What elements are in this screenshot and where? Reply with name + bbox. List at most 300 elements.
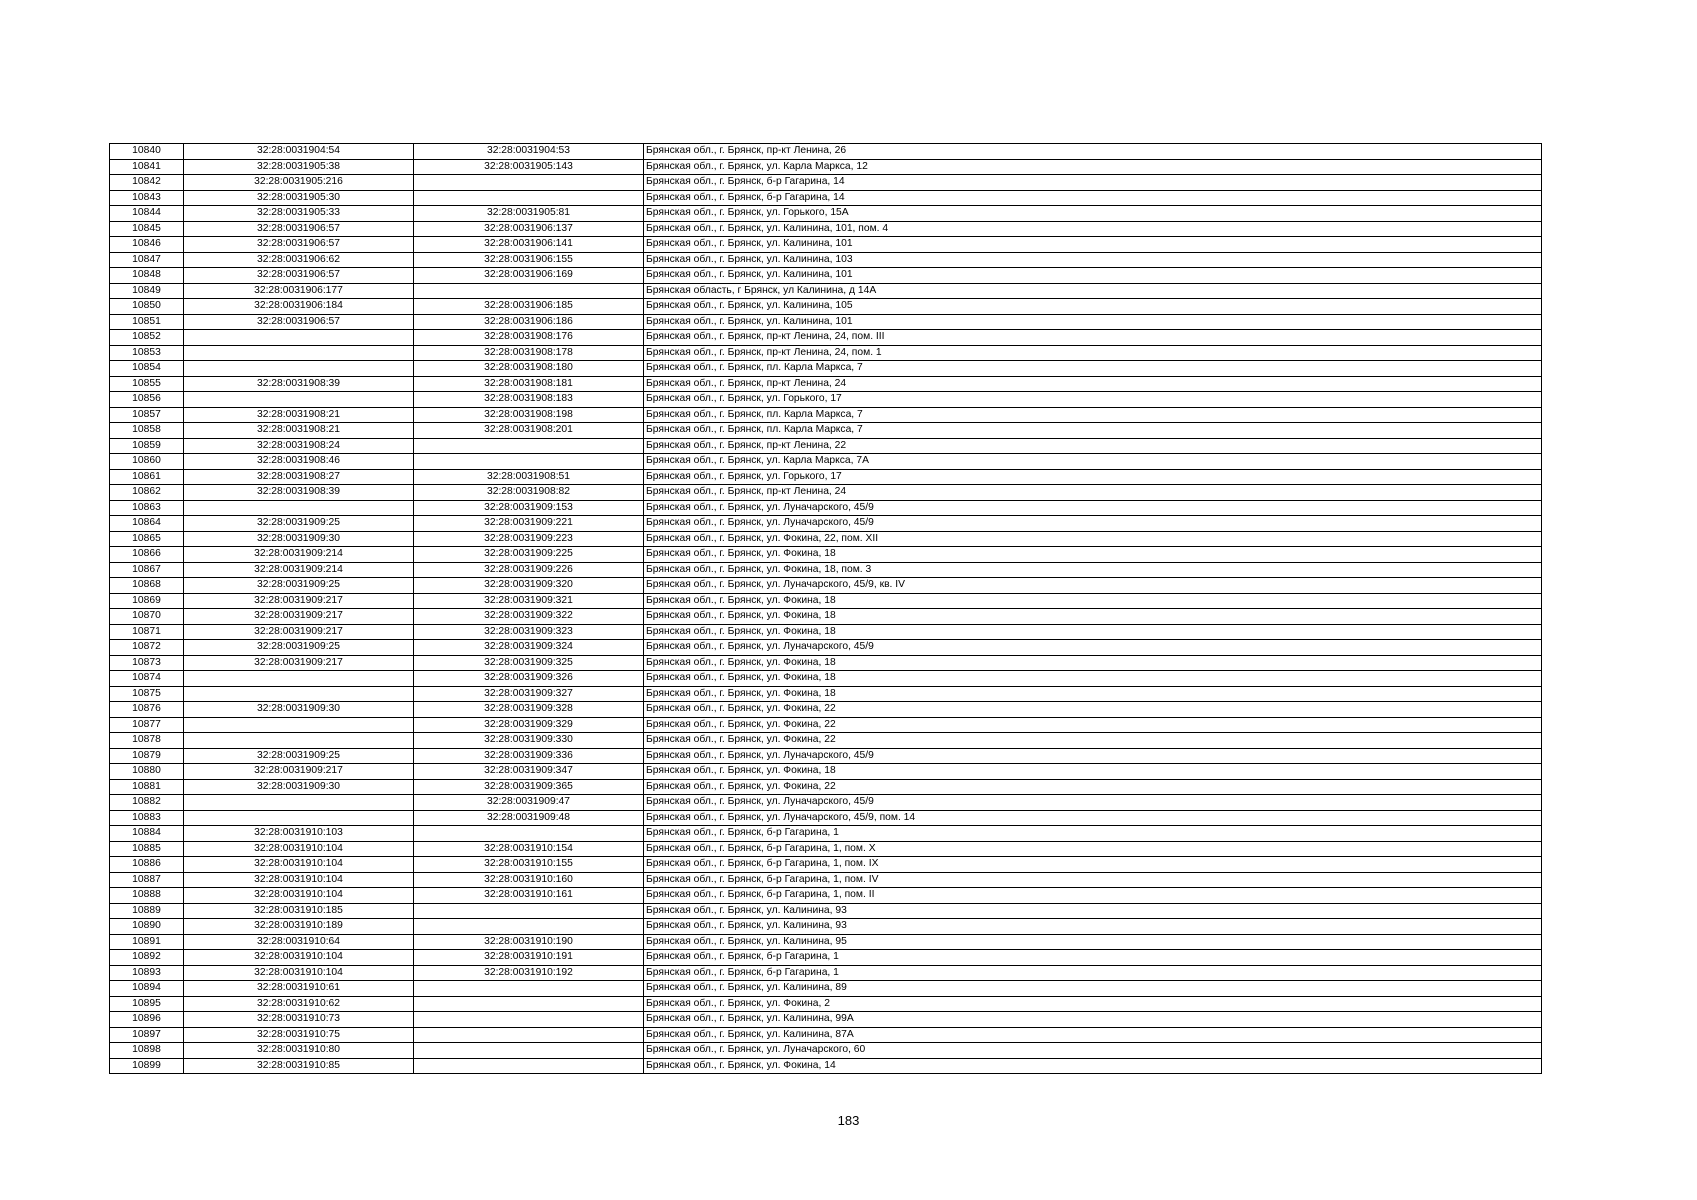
cadastral-number-cell: 32:28:0031905:216 xyxy=(184,175,414,191)
cadastral-number-cell: 32:28:0031906:62 xyxy=(184,252,414,268)
row-number-cell: 10840 xyxy=(110,144,184,160)
row-number-cell: 10842 xyxy=(110,175,184,191)
cadastral-number-cell: 32:28:0031904:54 xyxy=(184,144,414,160)
address-cell: Брянская обл., г. Брянск, ул. Луначарского, 45/9, кв. IV xyxy=(644,578,1542,594)
row-number-cell: 10885 xyxy=(110,841,184,857)
cadastral-number-cell: 32:28:0031909:217 xyxy=(184,593,414,609)
related-cadastral-number-cell: 32:28:0031906:137 xyxy=(414,221,644,237)
cadastral-number-cell: 32:28:0031905:33 xyxy=(184,206,414,222)
cadastral-number-cell: 32:28:0031910:62 xyxy=(184,996,414,1012)
cadastral-number-cell: 32:28:0031910:103 xyxy=(184,826,414,842)
address-cell: Брянская обл., г. Брянск, ул. Луначарского, 45/9 xyxy=(644,748,1542,764)
row-number-cell: 10889 xyxy=(110,903,184,919)
address-cell: Брянская обл., г. Брянск, ул. Фокина, 18 xyxy=(644,593,1542,609)
address-cell: Брянская обл., г. Брянск, пр-кт Ленина, 26 xyxy=(644,144,1542,160)
cadastral-number-cell: 32:28:0031908:24 xyxy=(184,438,414,454)
table-row xyxy=(110,702,1542,718)
row-number-cell: 10869 xyxy=(110,593,184,609)
address-cell: Брянская обл., г. Брянск, пл. Карла Маркса, 7 xyxy=(644,407,1542,423)
row-number-cell: 10846 xyxy=(110,237,184,253)
row-number-cell: 10882 xyxy=(110,795,184,811)
cadastral-number-cell: 32:28:0031906:57 xyxy=(184,268,414,284)
address-cell: Брянская обл., г. Брянск, ул. Фокина, 22 xyxy=(644,717,1542,733)
cadastral-number-cell: 32:28:0031910:64 xyxy=(184,934,414,950)
cadastral-number-cell: 32:28:0031909:25 xyxy=(184,640,414,656)
table-row xyxy=(110,314,1542,330)
related-cadastral-number-cell: 32:28:0031904:53 xyxy=(414,144,644,160)
related-cadastral-number-cell xyxy=(414,1027,644,1043)
table-row xyxy=(110,826,1542,842)
table-row xyxy=(110,779,1542,795)
table-row xyxy=(110,888,1542,904)
address-cell: Брянская обл., г. Брянск, ул. Луначарского, 45/9 xyxy=(644,516,1542,532)
related-cadastral-number-cell: 32:28:0031908:201 xyxy=(414,423,644,439)
address-cell: Брянская обл., г. Брянск, пр-кт Ленина, 24, пом. III xyxy=(644,330,1542,346)
related-cadastral-number-cell: 32:28:0031906:155 xyxy=(414,252,644,268)
row-number-cell: 10863 xyxy=(110,500,184,516)
related-cadastral-number-cell: 32:28:0031910:190 xyxy=(414,934,644,950)
related-cadastral-number-cell: 32:28:0031906:186 xyxy=(414,314,644,330)
row-number-cell: 10879 xyxy=(110,748,184,764)
row-number-cell: 10862 xyxy=(110,485,184,501)
cadastral-number-cell: 32:28:0031910:189 xyxy=(184,919,414,935)
row-number-cell: 10898 xyxy=(110,1043,184,1059)
related-cadastral-number-cell: 32:28:0031909:325 xyxy=(414,655,644,671)
address-cell: Брянская обл., г. Брянск, ул. Калинина, 99А xyxy=(644,1012,1542,1028)
cadastral-number-cell: 32:28:0031909:217 xyxy=(184,609,414,625)
row-number-cell: 10874 xyxy=(110,671,184,687)
row-number-cell: 10868 xyxy=(110,578,184,594)
related-cadastral-number-cell xyxy=(414,454,644,470)
table-row xyxy=(110,733,1542,749)
row-number-cell: 10867 xyxy=(110,562,184,578)
row-number-cell: 10881 xyxy=(110,779,184,795)
address-cell: Брянская обл., г. Брянск, ул. Фокина, 22 xyxy=(644,702,1542,718)
cadastral-number-cell: 32:28:0031908:46 xyxy=(184,454,414,470)
address-cell: Брянская обл., г. Брянск, ул. Карла Маркса, 12 xyxy=(644,159,1542,175)
cadastral-number-cell: 32:28:0031905:30 xyxy=(184,190,414,206)
row-number-cell: 10854 xyxy=(110,361,184,377)
related-cadastral-number-cell: 32:28:0031909:330 xyxy=(414,733,644,749)
registry-table xyxy=(109,143,1542,1074)
address-cell: Брянская обл., г. Брянск, ул. Фокина, 18, пом. 3 xyxy=(644,562,1542,578)
row-number-cell: 10893 xyxy=(110,965,184,981)
table-row xyxy=(110,795,1542,811)
table-row xyxy=(110,717,1542,733)
address-cell: Брянская обл., г. Брянск, ул. Фокина, 14 xyxy=(644,1058,1542,1074)
cadastral-number-cell: 32:28:0031909:25 xyxy=(184,516,414,532)
registry-table-body xyxy=(110,144,1542,1074)
address-cell: Брянская обл., г. Брянск, ул. Фокина, 18 xyxy=(644,609,1542,625)
row-number-cell: 10844 xyxy=(110,206,184,222)
table-row xyxy=(110,624,1542,640)
row-number-cell: 10880 xyxy=(110,764,184,780)
cadastral-number-cell xyxy=(184,361,414,377)
table-row xyxy=(110,593,1542,609)
table-row xyxy=(110,392,1542,408)
table-row xyxy=(110,981,1542,997)
address-cell: Брянская обл., г. Брянск, б-р Гагарина, 1, пом. II xyxy=(644,888,1542,904)
related-cadastral-number-cell: 32:28:0031905:143 xyxy=(414,159,644,175)
address-cell: Брянская обл., г. Брянск, ул. Фокина, 18 xyxy=(644,686,1542,702)
row-number-cell: 10888 xyxy=(110,888,184,904)
row-number-cell: 10886 xyxy=(110,857,184,873)
address-cell: Брянская обл., г. Брянск, ул. Фокина, 18 xyxy=(644,671,1542,687)
row-number-cell: 10850 xyxy=(110,299,184,315)
cadastral-number-cell: 32:28:0031909:214 xyxy=(184,547,414,563)
address-cell: Брянская обл., г. Брянск, пр-кт Ленина, 24, пом. 1 xyxy=(644,345,1542,361)
row-number-cell: 10887 xyxy=(110,872,184,888)
cadastral-number-cell xyxy=(184,733,414,749)
row-number-cell: 10873 xyxy=(110,655,184,671)
table-row xyxy=(110,640,1542,656)
table-row xyxy=(110,903,1542,919)
address-cell: Брянская обл., г. Брянск, ул. Фокина, 18 xyxy=(644,655,1542,671)
table-row xyxy=(110,438,1542,454)
table-row xyxy=(110,562,1542,578)
cadastral-number-cell: 32:28:0031910:104 xyxy=(184,950,414,966)
cadastral-number-cell xyxy=(184,671,414,687)
table-row xyxy=(110,345,1542,361)
related-cadastral-number-cell: 32:28:0031909:226 xyxy=(414,562,644,578)
cadastral-number-cell: 32:28:0031910:185 xyxy=(184,903,414,919)
related-cadastral-number-cell: 32:28:0031910:192 xyxy=(414,965,644,981)
related-cadastral-number-cell: 32:28:0031909:323 xyxy=(414,624,644,640)
address-cell: Брянская обл., г. Брянск, ул. Калинина, 101 xyxy=(644,314,1542,330)
cadastral-number-cell: 32:28:0031909:30 xyxy=(184,779,414,795)
table-row xyxy=(110,764,1542,780)
related-cadastral-number-cell: 32:28:0031908:183 xyxy=(414,392,644,408)
related-cadastral-number-cell xyxy=(414,1043,644,1059)
table-row xyxy=(110,671,1542,687)
related-cadastral-number-cell: 32:28:0031909:327 xyxy=(414,686,644,702)
table-row xyxy=(110,190,1542,206)
table-row xyxy=(110,299,1542,315)
address-cell: Брянская обл., г. Брянск, пл. Карла Маркса, 7 xyxy=(644,361,1542,377)
cadastral-number-cell xyxy=(184,795,414,811)
table-row xyxy=(110,547,1542,563)
cadastral-number-cell: 32:28:0031910:104 xyxy=(184,872,414,888)
address-cell: Брянская обл., г. Брянск, ул. Фокина, 22 xyxy=(644,733,1542,749)
address-cell: Брянская обл., г. Брянск, б-р Гагарина, 1, пом. IX xyxy=(644,857,1542,873)
related-cadastral-number-cell: 32:28:0031909:153 xyxy=(414,500,644,516)
related-cadastral-number-cell xyxy=(414,1012,644,1028)
table-row xyxy=(110,1012,1542,1028)
address-cell: Брянская обл., г. Брянск, ул. Калинина, 101 xyxy=(644,268,1542,284)
address-cell: Брянская обл., г. Брянск, ул. Фокина, 2 xyxy=(644,996,1542,1012)
row-number-cell: 10896 xyxy=(110,1012,184,1028)
cadastral-number-cell: 32:28:0031908:39 xyxy=(184,485,414,501)
related-cadastral-number-cell: 32:28:0031910:161 xyxy=(414,888,644,904)
address-cell: Брянская обл., г. Брянск, б-р Гагарина, 1 xyxy=(644,965,1542,981)
row-number-cell: 10892 xyxy=(110,950,184,966)
address-cell: Брянская обл., г. Брянск, пл. Карла Маркса, 7 xyxy=(644,423,1542,439)
cadastral-number-cell: 32:28:0031906:177 xyxy=(184,283,414,299)
cadastral-number-cell: 32:28:0031909:25 xyxy=(184,748,414,764)
table-row xyxy=(110,516,1542,532)
address-cell: Брянская обл., г. Брянск, ул. Калинина, 101, пом. 4 xyxy=(644,221,1542,237)
related-cadastral-number-cell: 32:28:0031909:324 xyxy=(414,640,644,656)
row-number-cell: 10841 xyxy=(110,159,184,175)
related-cadastral-number-cell: 32:28:0031905:81 xyxy=(414,206,644,222)
row-number-cell: 10855 xyxy=(110,376,184,392)
related-cadastral-number-cell: 32:28:0031908:176 xyxy=(414,330,644,346)
table-row xyxy=(110,423,1542,439)
related-cadastral-number-cell xyxy=(414,996,644,1012)
row-number-cell: 10876 xyxy=(110,702,184,718)
related-cadastral-number-cell: 32:28:0031906:141 xyxy=(414,237,644,253)
address-cell: Брянская обл., г. Брянск, ул. Горького, 15А xyxy=(644,206,1542,222)
related-cadastral-number-cell: 32:28:0031909:225 xyxy=(414,547,644,563)
row-number-cell: 10895 xyxy=(110,996,184,1012)
address-cell: Брянская обл., г. Брянск, ул. Горького, 17 xyxy=(644,392,1542,408)
related-cadastral-number-cell: 32:28:0031908:181 xyxy=(414,376,644,392)
row-number-cell: 10899 xyxy=(110,1058,184,1074)
row-number-cell: 10858 xyxy=(110,423,184,439)
address-cell: Брянская обл., г. Брянск, ул. Луначарского, 45/9 xyxy=(644,640,1542,656)
cadastral-number-cell: 32:28:0031905:38 xyxy=(184,159,414,175)
cadastral-number-cell xyxy=(184,330,414,346)
related-cadastral-number-cell: 32:28:0031909:321 xyxy=(414,593,644,609)
cadastral-number-cell: 32:28:0031908:21 xyxy=(184,423,414,439)
address-cell: Брянская обл., г. Брянск, ул. Луначарского, 45/9 xyxy=(644,500,1542,516)
row-number-cell: 10856 xyxy=(110,392,184,408)
table-row xyxy=(110,175,1542,191)
address-cell: Брянская обл., г. Брянск, пр-кт Ленина, 24 xyxy=(644,485,1542,501)
related-cadastral-number-cell xyxy=(414,1058,644,1074)
table-row xyxy=(110,919,1542,935)
related-cadastral-number-cell: 32:28:0031909:48 xyxy=(414,810,644,826)
row-number-cell: 10845 xyxy=(110,221,184,237)
row-number-cell: 10848 xyxy=(110,268,184,284)
address-cell: Брянская обл., г. Брянск, пр-кт Ленина, 24 xyxy=(644,376,1542,392)
related-cadastral-number-cell: 32:28:0031909:347 xyxy=(414,764,644,780)
related-cadastral-number-cell: 32:28:0031909:336 xyxy=(414,748,644,764)
table-row xyxy=(110,1027,1542,1043)
cadastral-number-cell: 32:28:0031910:85 xyxy=(184,1058,414,1074)
table-row xyxy=(110,283,1542,299)
address-cell: Брянская обл., г. Брянск, б-р Гагарина, 1, пом. X xyxy=(644,841,1542,857)
address-cell: Брянская обл., г. Брянск, ул. Калинина, 105 xyxy=(644,299,1542,315)
row-number-cell: 10853 xyxy=(110,345,184,361)
row-number-cell: 10877 xyxy=(110,717,184,733)
table-row xyxy=(110,206,1542,222)
related-cadastral-number-cell xyxy=(414,283,644,299)
related-cadastral-number-cell: 32:28:0031909:47 xyxy=(414,795,644,811)
row-number-cell: 10864 xyxy=(110,516,184,532)
related-cadastral-number-cell: 32:28:0031909:322 xyxy=(414,609,644,625)
table-row xyxy=(110,500,1542,516)
cadastral-number-cell: 32:28:0031908:27 xyxy=(184,469,414,485)
table-row xyxy=(110,686,1542,702)
related-cadastral-number-cell: 32:28:0031908:178 xyxy=(414,345,644,361)
related-cadastral-number-cell: 32:28:0031908:198 xyxy=(414,407,644,423)
address-cell: Брянская обл., г. Брянск, ул. Луначарского, 45/9, пом. 14 xyxy=(644,810,1542,826)
row-number-cell: 10871 xyxy=(110,624,184,640)
cadastral-number-cell: 32:28:0031910:61 xyxy=(184,981,414,997)
address-cell: Брянская обл., г. Брянск, б-р Гагарина, 1 xyxy=(644,950,1542,966)
cadastral-number-cell: 32:28:0031906:184 xyxy=(184,299,414,315)
address-cell: Брянская обл., г. Брянск, ул. Луначарского, 45/9 xyxy=(644,795,1542,811)
address-cell: Брянская обл., г. Брянск, ул. Луначарского, 60 xyxy=(644,1043,1542,1059)
row-number-cell: 10891 xyxy=(110,934,184,950)
row-number-cell: 10866 xyxy=(110,547,184,563)
related-cadastral-number-cell: 32:28:0031909:326 xyxy=(414,671,644,687)
address-cell: Брянская обл., г. Брянск, б-р Гагарина, 14 xyxy=(644,190,1542,206)
related-cadastral-number-cell: 32:28:0031909:221 xyxy=(414,516,644,532)
table-row xyxy=(110,144,1542,160)
table-row xyxy=(110,159,1542,175)
row-number-cell: 10852 xyxy=(110,330,184,346)
table-row xyxy=(110,996,1542,1012)
related-cadastral-number-cell xyxy=(414,919,644,935)
row-number-cell: 10870 xyxy=(110,609,184,625)
cadastral-number-cell: 32:28:0031909:214 xyxy=(184,562,414,578)
table-row xyxy=(110,609,1542,625)
row-number-cell: 10894 xyxy=(110,981,184,997)
address-cell: Брянская обл., г. Брянск, ул. Фокина, 22, пом. XII xyxy=(644,531,1542,547)
cadastral-number-cell: 32:28:0031910:80 xyxy=(184,1043,414,1059)
cadastral-number-cell: 32:28:0031909:217 xyxy=(184,764,414,780)
row-number-cell: 10847 xyxy=(110,252,184,268)
related-cadastral-number-cell: 32:28:0031910:154 xyxy=(414,841,644,857)
row-number-cell: 10849 xyxy=(110,283,184,299)
table-row xyxy=(110,454,1542,470)
table-row xyxy=(110,361,1542,377)
row-number-cell: 10884 xyxy=(110,826,184,842)
cadastral-number-cell: 32:28:0031910:75 xyxy=(184,1027,414,1043)
related-cadastral-number-cell: 32:28:0031909:320 xyxy=(414,578,644,594)
address-cell: Брянская обл., г. Брянск, ул. Фокина, 18 xyxy=(644,547,1542,563)
address-cell: Брянская обл., г. Брянск, ул. Карла Маркса, 7А xyxy=(644,454,1542,470)
cadastral-number-cell xyxy=(184,500,414,516)
cadastral-number-cell: 32:28:0031906:57 xyxy=(184,314,414,330)
row-number-cell: 10859 xyxy=(110,438,184,454)
cadastral-number-cell xyxy=(184,717,414,733)
table-row xyxy=(110,872,1542,888)
cadastral-number-cell: 32:28:0031910:104 xyxy=(184,888,414,904)
row-number-cell: 10861 xyxy=(110,469,184,485)
table-row xyxy=(110,841,1542,857)
address-cell: Брянская обл., г. Брянск, ул. Калинина, 87А xyxy=(644,1027,1542,1043)
row-number-cell: 10860 xyxy=(110,454,184,470)
cadastral-number-cell: 32:28:0031910:104 xyxy=(184,841,414,857)
row-number-cell: 10875 xyxy=(110,686,184,702)
cadastral-number-cell: 32:28:0031908:39 xyxy=(184,376,414,392)
table-row xyxy=(110,221,1542,237)
cadastral-number-cell: 32:28:0031910:104 xyxy=(184,857,414,873)
related-cadastral-number-cell xyxy=(414,903,644,919)
cadastral-number-cell: 32:28:0031909:217 xyxy=(184,624,414,640)
cadastral-number-cell xyxy=(184,810,414,826)
table-row xyxy=(110,485,1542,501)
table-row xyxy=(110,237,1542,253)
related-cadastral-number-cell: 32:28:0031909:223 xyxy=(414,531,644,547)
address-cell: Брянская обл., г. Брянск, пр-кт Ленина, 22 xyxy=(644,438,1542,454)
table-row xyxy=(110,965,1542,981)
row-number-cell: 10857 xyxy=(110,407,184,423)
related-cadastral-number-cell xyxy=(414,175,644,191)
row-number-cell: 10878 xyxy=(110,733,184,749)
table-row xyxy=(110,578,1542,594)
page-number: 183 xyxy=(837,1113,860,1128)
cadastral-number-cell: 32:28:0031908:21 xyxy=(184,407,414,423)
related-cadastral-number-cell: 32:28:0031910:160 xyxy=(414,872,644,888)
related-cadastral-number-cell: 32:28:0031910:191 xyxy=(414,950,644,966)
table-row xyxy=(110,857,1542,873)
table-row xyxy=(110,268,1542,284)
table-row xyxy=(110,748,1542,764)
related-cadastral-number-cell: 32:28:0031906:169 xyxy=(414,268,644,284)
related-cadastral-number-cell xyxy=(414,438,644,454)
cadastral-number-cell: 32:28:0031909:217 xyxy=(184,655,414,671)
table-row xyxy=(110,531,1542,547)
address-cell: Брянская обл., г. Брянск, ул. Фокина, 22 xyxy=(644,779,1542,795)
table-row xyxy=(110,376,1542,392)
cadastral-number-cell: 32:28:0031909:30 xyxy=(184,531,414,547)
related-cadastral-number-cell: 32:28:0031908:180 xyxy=(414,361,644,377)
table-row xyxy=(110,934,1542,950)
address-cell: Брянская обл., г. Брянск, б-р Гагарина, 1 xyxy=(644,826,1542,842)
table-row xyxy=(110,655,1542,671)
row-number-cell: 10883 xyxy=(110,810,184,826)
row-number-cell: 10890 xyxy=(110,919,184,935)
address-cell: Брянская обл., г. Брянск, ул. Калинина, 93 xyxy=(644,919,1542,935)
table-row xyxy=(110,950,1542,966)
address-cell: Брянская обл., г. Брянск, ул. Калинина, 95 xyxy=(644,934,1542,950)
address-cell: Брянская обл., г. Брянск, б-р Гагарина, 1, пом. IV xyxy=(644,872,1542,888)
related-cadastral-number-cell: 32:28:0031909:365 xyxy=(414,779,644,795)
table-row xyxy=(110,252,1542,268)
table-row xyxy=(110,330,1542,346)
cadastral-number-cell: 32:28:0031906:57 xyxy=(184,237,414,253)
table-row xyxy=(110,407,1542,423)
address-cell: Брянская обл., г. Брянск, б-р Гагарина, 14 xyxy=(644,175,1542,191)
row-number-cell: 10843 xyxy=(110,190,184,206)
related-cadastral-number-cell xyxy=(414,826,644,842)
cadastral-number-cell xyxy=(184,392,414,408)
table-row xyxy=(110,1043,1542,1059)
row-number-cell: 10865 xyxy=(110,531,184,547)
related-cadastral-number-cell: 32:28:0031910:155 xyxy=(414,857,644,873)
address-cell: Брянская обл., г. Брянск, ул. Фокина, 18 xyxy=(644,764,1542,780)
address-cell: Брянская область, г Брянск, ул Калинина, д 14А xyxy=(644,283,1542,299)
row-number-cell: 10851 xyxy=(110,314,184,330)
related-cadastral-number-cell xyxy=(414,190,644,206)
address-cell: Брянская обл., г. Брянск, ул. Калинина, 89 xyxy=(644,981,1542,997)
cadastral-number-cell: 32:28:0031910:104 xyxy=(184,965,414,981)
row-number-cell: 10897 xyxy=(110,1027,184,1043)
row-number-cell: 10872 xyxy=(110,640,184,656)
cadastral-number-cell: 32:28:0031906:57 xyxy=(184,221,414,237)
table-row xyxy=(110,810,1542,826)
cadastral-number-cell: 32:28:0031910:73 xyxy=(184,1012,414,1028)
related-cadastral-number-cell: 32:28:0031909:329 xyxy=(414,717,644,733)
cadastral-number-cell xyxy=(184,345,414,361)
cadastral-number-cell: 32:28:0031909:25 xyxy=(184,578,414,594)
related-cadastral-number-cell: 32:28:0031906:185 xyxy=(414,299,644,315)
cadastral-number-cell: 32:28:0031909:30 xyxy=(184,702,414,718)
address-cell: Брянская обл., г. Брянск, ул. Фокина, 18 xyxy=(644,624,1542,640)
table-row xyxy=(110,469,1542,485)
table-row xyxy=(110,1058,1542,1074)
related-cadastral-number-cell: 32:28:0031908:51 xyxy=(414,469,644,485)
related-cadastral-number-cell: 32:28:0031909:328 xyxy=(414,702,644,718)
address-cell: Брянская обл., г. Брянск, ул. Калинина, 101 xyxy=(644,237,1542,253)
address-cell: Брянская обл., г. Брянск, ул. Калинина, 103 xyxy=(644,252,1542,268)
address-cell: Брянская обл., г. Брянск, ул. Горького, 17 xyxy=(644,469,1542,485)
related-cadastral-number-cell xyxy=(414,981,644,997)
